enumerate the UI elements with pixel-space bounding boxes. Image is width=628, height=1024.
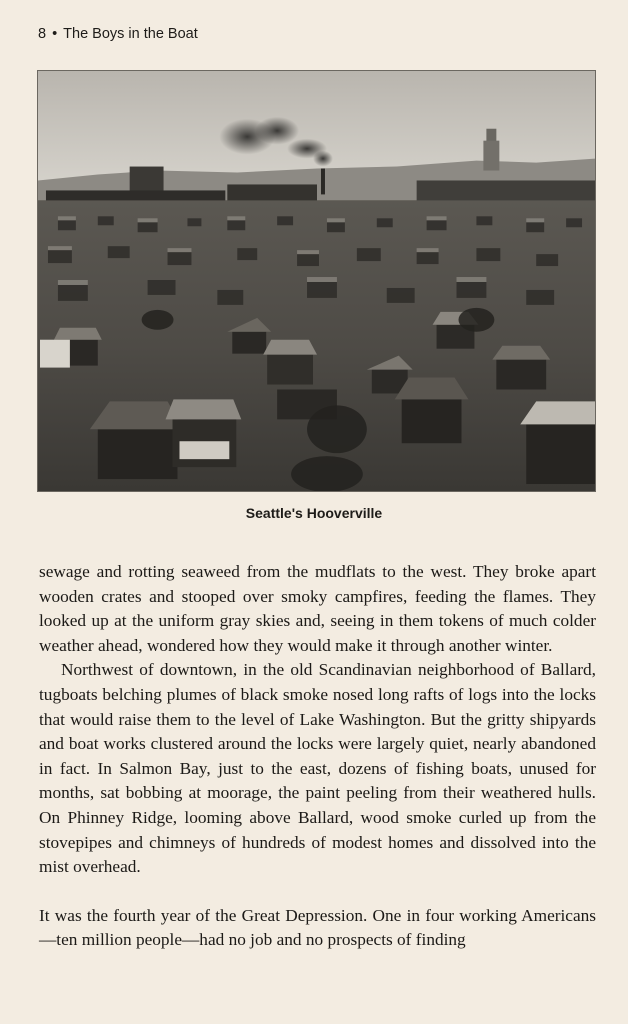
paragraph-continuation: sewage and rotting seaweed from the mudflats to the west. They broke apart wooden crates and stooped over smoky campfires, feeding the flames. They looked up at the uniform gray skies and, seeing in them tokens of much colder weather ahead, wondered how they would make it through another winter.	[39, 562, 596, 655]
running-header	[38, 26, 198, 42]
book-title: The Boys in the Boat	[63, 26, 198, 42]
header-separator: •	[52, 26, 58, 42]
paragraph-ballard: Northwest of downtown, in the old Scandinavian neighborhood of Ballard, tugboats belching plumes of black smoke nosed long rafts of logs into the locks that would raise them to the level of Lake Washington. But the gritty shipyards and boat works clustered around the locks were largely quiet, nearly abandoned in fact. In Salmon Bay, just to the east, dozens of fishing boats, unused for months, sat bobbing at moorage, the paint peeling from their weathered hulls. On Phinney Ridge, looming above Ballard, wood smoke curled up from the stovepipes and chimneys of hundreds of modest homes and dissolved into the mist overhead.	[39, 660, 596, 877]
page-number: 8	[38, 26, 47, 42]
body-text	[39, 560, 596, 953]
hooverville-photograph	[37, 70, 596, 492]
photo-illustration	[38, 71, 595, 491]
figure-caption: Seattle's Hooverville	[245, 505, 383, 521]
paragraph-depression: It was the fourth year of the Great Depression. One in four working Americans—ten million people—had no job and no prospects of finding	[39, 905, 596, 950]
